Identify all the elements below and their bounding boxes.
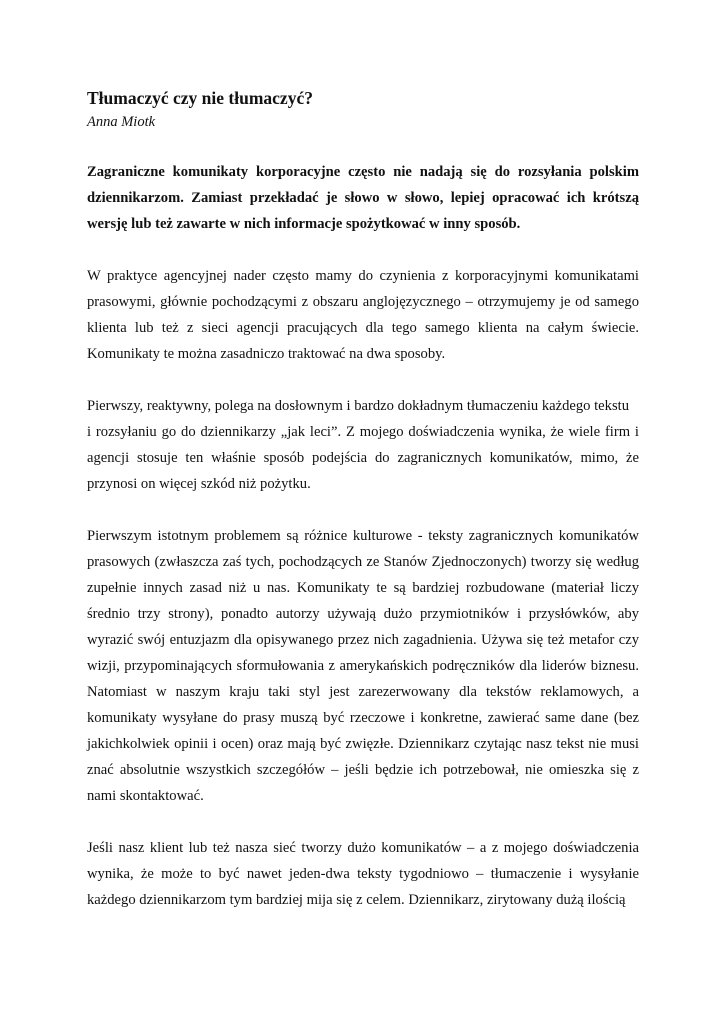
document-title: Tłumaczyć czy nie tłumaczyć? [87, 88, 313, 108]
body-paragraph-1: W praktyce agencyjnej nader często mamy do czynienia z korporacyjnymi komunikatami prasowymi, głównie pochodzącymi z obszaru anglojęzycznego – otrzymujemy je od samego klienta lub też z sieci agencji pracujących dla tego samego klienta na całym świecie. Komunikaty te można zasadniczo traktować na dwa sposoby. [87, 268, 639, 362]
body-paragraph-3: Pierwszym istotnym problemem są różnice kulturowe - teksty zagranicznych komunikatów prasowych (zwłaszcza zaś tych, pochodzących ze Stanów Zjednoczonych) tworzy się według zupełnie innych zasad niż u nas. Komunikaty te są bardziej rozbudowane (materiał liczy średnio trzy strony), ponadto autorzy używają dużo przymiotników i przysłówków, aby wyrazić swój entuzjazm dla opisywanego przez nich zagadnienia. Używa się też metafor czy wizji, przypominających sformułowania z amerykańskich podręczników dla liderów biznesu. Natomiast w naszym kraju taki styl jest zarezerwowany dla tekstów reklamowych, a komunikaty wysyłane do prasy muszą być rzeczowe i konkretne, zawierać same dane (bez jakichkolwiek opinii i ocen) oraz mają być zwięzłe. Dziennikarz czytając nasz tekst nie musi znać absolutnie wszystkich szczegółów – jeśli będzie ich potrzebował, nie omieszka się z nami skontaktować. [87, 528, 639, 804]
body-paragraph-2-line-1: Pierwszy, reaktywny, polega na dosłownym i bardzo dokładnym tłumaczeniu każdego tekstu [87, 398, 629, 414]
document-page [87, 87, 639, 913]
document-author: Anna Miotk [87, 114, 156, 130]
body-paragraph-2-rest: i rozsyłaniu go do dziennikarzy „jak leci”. Z mojego doświadczenia wynika, że wiele firm i agencji stosuje ten właśnie sposób podejścia do zagranicznych komunikatów, mimo, że przynosi on więcej szkód niż pożytku. [87, 424, 639, 492]
body-paragraph-2 [87, 393, 639, 497]
lead-paragraph: Zagraniczne komunikaty korporacyjne często nie nadają się do rozsyłania polskim dziennikarzom. Zamiast przekładać je słowo w słowo, lepiej opracować ich krótszą wersję lub też zawarte w nich informacje spożytkować w inny sposób. [87, 164, 639, 232]
body-paragraph-4: Jeśli nasz klient lub też nasza sieć tworzy dużo komunikatów – a z mojego doświadczenia wynika, że może to być nawet jeden-dwa teksty tygodniowo – tłumaczenie i wysyłanie każdego dziennikarzom tym bardziej mija się z celem. Dziennikarz, zirytowany dużą ilością [87, 840, 639, 908]
